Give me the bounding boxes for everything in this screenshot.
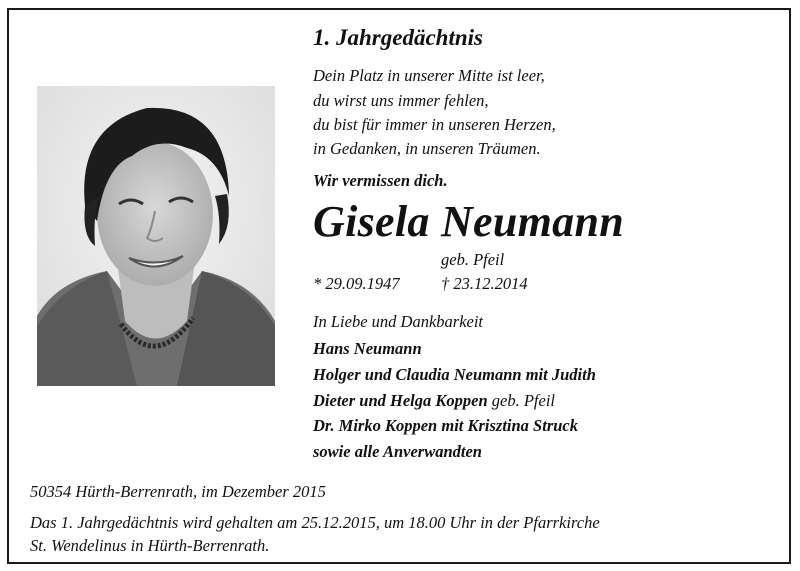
maiden-name: geb. Pfeil bbox=[441, 250, 505, 269]
dedication-intro: In Liebe und Dankbarkeit bbox=[313, 312, 484, 331]
mourner-entry bbox=[313, 416, 578, 436]
missing-line: Wir vermissen dich. bbox=[313, 171, 448, 190]
poem-line: Dein Platz in unserer Mitte ist leer, bbox=[313, 66, 545, 85]
heading: 1. Jahrgedächtnis bbox=[313, 25, 483, 50]
mourner-name: Dieter und Helga Koppen bbox=[313, 391, 488, 410]
mourner-entry bbox=[313, 442, 482, 462]
poem-line: du wirst uns immer fehlen, bbox=[313, 91, 489, 110]
mourner-entry bbox=[313, 391, 555, 411]
portrait-photo-icon bbox=[37, 86, 275, 386]
portrait-photo bbox=[37, 86, 275, 386]
service-notice-line: Das 1. Jahrgedächtnis wird gehalten am 25.12.2015, um 18.00 Uhr in der Pfarrkirche bbox=[30, 513, 600, 532]
mourner-note: geb. Pfeil bbox=[487, 391, 555, 410]
poem-line: du bist für immer in unseren Herzen, bbox=[313, 115, 556, 134]
mourner-name: sowie alle Anverwandten bbox=[313, 442, 482, 461]
poem-line: in Gedanken, in unseren Träumen. bbox=[313, 139, 541, 158]
mourner-name: Dr. Mirko Koppen mit Krisztina Struck bbox=[313, 416, 578, 435]
death-date: † 23.12.2014 bbox=[441, 274, 528, 293]
mourner-name: Hans Neumann bbox=[313, 339, 422, 358]
mourner-entry bbox=[313, 365, 596, 385]
service-notice-line: St. Wendelinus in Hürth-Berrenrath. bbox=[30, 536, 270, 555]
place-date: 50354 Hürth-Berrenrath, im Dezember 2015 bbox=[30, 482, 326, 501]
birth-date: * 29.09.1947 bbox=[313, 274, 400, 293]
mourner-name: Holger und Claudia Neumann mit Judith bbox=[313, 365, 596, 384]
mourner-entry bbox=[313, 339, 422, 359]
deceased-name: Gisela Neumann bbox=[313, 197, 625, 246]
